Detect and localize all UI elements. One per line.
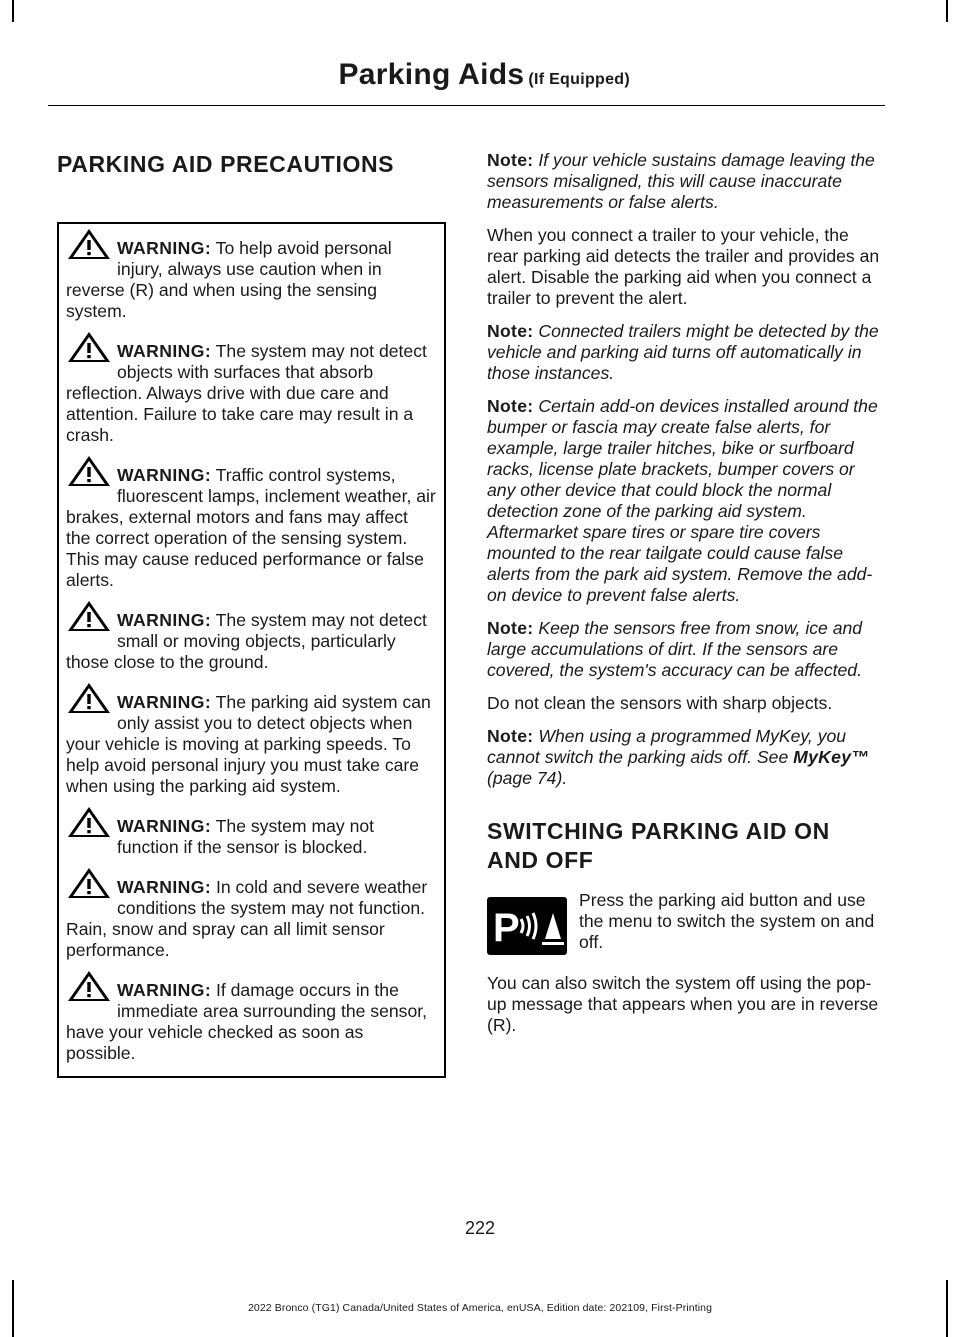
warning-triangle-icon [66, 877, 116, 899]
body-paragraph: Do not clean the sensors with sharp objects. [487, 693, 833, 713]
warning-text: If damage occurs in the immediate area surrounding the sensor, have your vehicle checked as soon as possible. [66, 980, 428, 1063]
page-number: 222 [464, 1218, 496, 1238]
warning-label: WARNING: [117, 465, 212, 485]
warning-text: The system may not function if the sensor is blocked. [117, 816, 375, 857]
section-heading [487, 817, 882, 875]
warning-label: WARNING: [117, 238, 212, 258]
warning-label: WARNING: [117, 692, 212, 712]
note-paragraph [487, 618, 882, 681]
warning-triangle-icon [66, 980, 116, 1002]
warning-text: The system may not detect small or moving objects, particularly those close to the ground. [66, 610, 427, 672]
header-divider [48, 105, 885, 106]
note-label: Note: [487, 321, 534, 341]
section-heading-line: SWITCHING PARKING AID ON [487, 818, 830, 844]
crop-mark [12, 0, 14, 22]
warning-text: Traffic control systems, fluorescent lamps, inclement weather, air brakes, external motors and fans may affect the correct operation of the sensing system. This may cause reduced performance or false alerts. [66, 465, 436, 590]
warning-item [66, 692, 436, 797]
note-text: If your vehicle sustains damage leaving the sensors misaligned, this will cause inaccurate measurements or false alerts. [487, 150, 875, 212]
warning-triangle-icon [66, 692, 116, 714]
warning-label: WARNING: [117, 341, 212, 361]
button-instruction: Press the parking aid button and use the menu to switch the system on and off. [579, 890, 875, 952]
warning-label: WARNING: [117, 980, 212, 1000]
note-label: Note: [487, 396, 534, 416]
note-label: Note: [487, 150, 534, 170]
note-label: Note: [487, 726, 534, 746]
note-paragraph [487, 396, 882, 606]
page-subtitle: (If Equipped) [528, 71, 630, 88]
warning-box [57, 222, 446, 1078]
note-label: Note: [487, 618, 534, 638]
crop-mark [946, 0, 948, 22]
section-heading: PARKING AID PRECAUTIONS [57, 151, 395, 177]
left-column [57, 150, 446, 1078]
warning-text: The system may not detect objects with surfaces that absorb reflection. Always drive with due care and attention. Failure to take care may result in a crash. [66, 341, 427, 445]
warning-item [66, 877, 436, 961]
parking-aid-icon [487, 897, 567, 955]
warning-item [66, 980, 436, 1064]
page-title-text: Parking Aids [338, 58, 525, 91]
note-paragraph [487, 321, 882, 384]
warning-triangle-icon [66, 816, 116, 838]
warning-triangle-icon [66, 238, 116, 260]
right-column [487, 150, 882, 1048]
warning-item [66, 610, 436, 673]
warning-triangle-icon [66, 465, 116, 487]
footer-text: 2022 Bronco (TG1) Canada/United States of America, enUSA, Edition date: 202109, First-Printing [247, 1302, 713, 1314]
page-reference: (page 74). [487, 768, 568, 788]
note-text: Keep the sensors free from snow, ice and large accumulations of dirt. If the sensors are covered, the system's accuracy can be affected. [487, 618, 863, 680]
parking-aid-button-row [487, 889, 882, 961]
warning-label: WARNING: [117, 816, 212, 836]
note-paragraph [487, 150, 882, 213]
warning-item [66, 341, 436, 446]
warning-label: WARNING: [117, 610, 212, 630]
page-title [338, 58, 630, 92]
note-text: Certain add-on devices installed around the bumper or fascia may create false alerts, for example, large trailer hitches, bike or surfboard racks, license plate brackets, bumper covers or any other device that could block the normal detection zone of the parking aid system. Aftermarket spare tires or spare tire covers mounted to the rear tailgate could cause false alerts from the park aid system. Remove the add-on device to prevent false alerts. [487, 396, 878, 605]
section-heading-line: AND OFF [487, 847, 594, 873]
body-paragraph: You can also switch the system off using the pop-up message that appears when you are in reverse (R). [487, 973, 879, 1035]
warning-label: WARNING: [117, 877, 212, 897]
warning-text: To help avoid personal injury, always use caution when in reverse (R) and when using the sensing system. [66, 238, 392, 321]
warning-text: In cold and severe weather conditions the system may not function. Rain, snow and spray can all limit sensor performance. [66, 877, 428, 960]
note-text: When using a programmed MyKey, you cannot switch the parking aids off. See [487, 726, 847, 767]
warning-item [66, 465, 436, 591]
svg-text:P: P [493, 906, 520, 950]
mykey-link[interactable]: MyKey™ [793, 747, 870, 767]
note-paragraph [487, 726, 882, 789]
note-text: Connected trailers might be detected by the vehicle and parking aid turns off automatically in those instances. [487, 321, 879, 383]
warning-triangle-icon [66, 610, 116, 632]
warning-triangle-icon [66, 341, 116, 363]
body-paragraph: When you connect a trailer to your vehicle, the rear parking aid detects the trailer and provides an alert. Disable the parking aid when you connect a trailer to prevent the alert. [487, 225, 880, 308]
warning-item [66, 238, 436, 322]
warning-text: The parking aid system can only assist you to detect objects when your vehicle is moving at parking speeds. To help avoid personal injury you must take care when using the parking aid system. [66, 692, 431, 796]
warning-item [66, 816, 436, 858]
